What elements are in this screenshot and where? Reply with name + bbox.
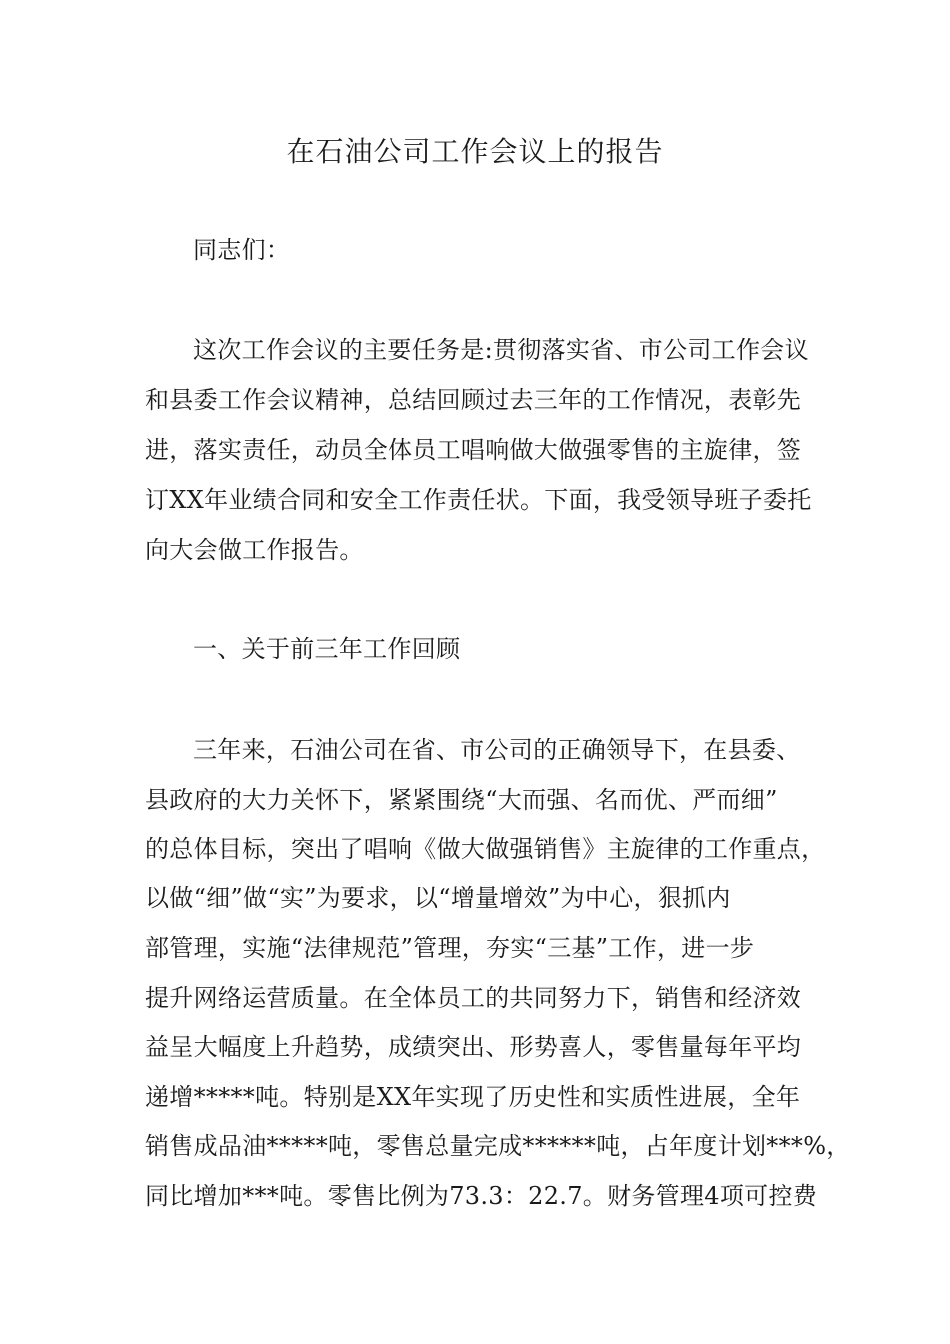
document-title: 在石油公司工作会议上的报告 [286,135,664,168]
paragraph-1-line-2: 和县委工作会议精神，总结回顾过去三年的工作情况，表彰先 [145,386,802,414]
salutation: 同志们： [193,236,291,264]
paragraph-2-line-9: 销售成品油*****吨，零售总量完成******吨，占年度计划***%， [145,1132,851,1160]
paragraph-1-line-3: 进，落实责任，动员全体员工唱响做大做强零售的主旋律，签 [145,436,802,464]
paragraph-2-line-7: 益呈大幅度上升趋势，成绩突出、形势喜人，零售量每年平均 [145,1033,802,1061]
paragraph-1-line-1: 这次工作会议的主要任务是:贯彻落实省、市公司工作会议 [193,336,809,364]
paragraph-2-line-1: 三年来，石油公司在省、市公司的正确领导下，在县委、 [193,736,801,764]
paragraph-2-line-3: 的总体目标，突出了唱响《做大做强销售》主旋律的工作重点， [145,835,826,863]
paragraph-1-line-4: 订XX年业绩合同和安全工作责任状。下面，我受领导班子委托 [145,486,812,514]
paragraph-1-line-5: 向大会做工作报告。 [145,536,364,564]
paragraph-2-line-2: 县政府的大力关怀下，紧紧围绕“大而强、名而优、严而细” [145,786,778,814]
paragraph-2-line-6: 提升网络运营质量。在全体员工的共同努力下，销售和经济效 [145,984,802,1012]
paragraph-2-line-4: 以做“细”做“实”为要求，以“增量增效”为中心，狠抓内 [145,884,731,912]
paragraph-2-line-8: 递增*****吨。特别是XX年实现了历史性和实质性进展，全年 [145,1083,801,1111]
section-heading: 一、关于前三年工作回顾 [193,635,461,663]
paragraph-2-line-5: 部管理，实施“法律规范”管理，夯实“三基”工作，进一步 [145,934,755,962]
paragraph-2-line-10: 同比增加***吨。零售比例为73.3：22.7。财务管理4项可控费 [145,1182,818,1210]
